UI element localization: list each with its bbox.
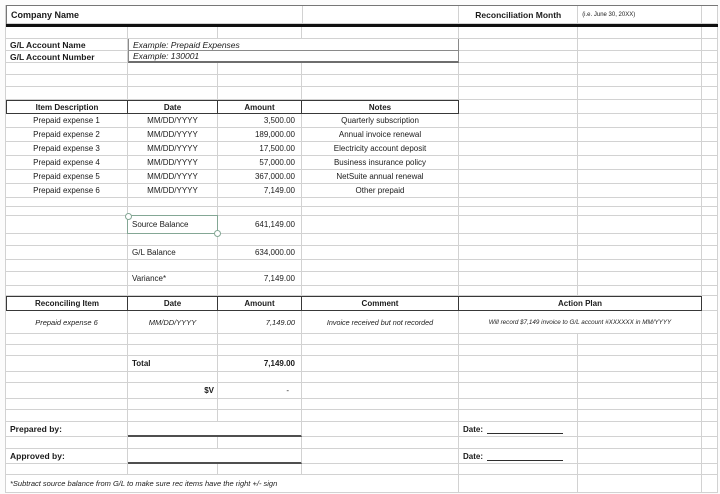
recon-comment-cell[interactable]: Invoice received but not recorded <box>302 311 459 334</box>
item-date-cell[interactable]: MM/DD/YYYY <box>128 156 218 170</box>
items-header-date: Date <box>128 100 218 114</box>
grid-cell <box>218 207 302 216</box>
grid-cell <box>459 207 578 216</box>
grid-cell <box>578 156 702 170</box>
grid-cell <box>702 475 718 493</box>
grid-row <box>6 260 718 272</box>
grid-cell <box>459 170 578 184</box>
grid-cell <box>302 246 459 260</box>
grid-cell <box>218 372 302 383</box>
grid-cell <box>702 27 718 39</box>
grid-cell <box>702 383 718 399</box>
grid-cell <box>459 216 578 234</box>
grid-cell <box>6 87 128 100</box>
grid-cell <box>459 246 578 260</box>
items-header-notes: Notes <box>302 100 459 114</box>
total-value[interactable]: 7,149.00 <box>218 356 302 372</box>
check-value[interactable]: - <box>218 383 302 399</box>
grid-cell <box>128 27 218 39</box>
approved-by-signature-line[interactable] <box>128 449 302 464</box>
grid-cell <box>578 422 702 437</box>
grid-cell <box>459 437 578 449</box>
grid-row <box>6 207 718 216</box>
grid-cell <box>302 87 459 100</box>
recon-amount-cell[interactable]: 7,149.00 <box>218 311 302 334</box>
grid-cell <box>459 272 578 286</box>
grid-cell <box>218 437 302 449</box>
grid-cell <box>702 51 718 63</box>
grid-cell <box>578 449 702 464</box>
item-date-cell[interactable]: MM/DD/YYYY <box>128 170 218 184</box>
grid-cell <box>578 216 702 234</box>
grid-cell <box>302 286 459 296</box>
grid-cell <box>302 410 459 422</box>
items-table-header-row <box>6 100 718 114</box>
grid-cell <box>302 63 459 75</box>
grid-cell <box>702 128 718 142</box>
grid-cell <box>459 100 578 114</box>
grid-cell <box>702 114 718 128</box>
item-notes-cell[interactable]: Electricity account deposit <box>302 142 459 156</box>
grid-cell <box>459 75 578 87</box>
grid-cell <box>128 234 218 246</box>
grid-cell <box>6 345 128 356</box>
grid-cell <box>702 39 718 51</box>
grid-cell <box>302 356 459 372</box>
grid-cell <box>578 272 702 286</box>
gl-account-name-row <box>6 39 718 51</box>
footnote-row <box>6 475 718 493</box>
grid-cell <box>6 464 128 475</box>
item-date-cell[interactable]: MM/DD/YYYY <box>128 184 218 198</box>
grid-cell <box>702 372 718 383</box>
grid-cell <box>302 383 459 399</box>
item-notes-cell[interactable]: Quarterly subscription <box>302 114 459 128</box>
grid-cell <box>459 260 578 272</box>
grid-row <box>6 334 718 345</box>
recon-month-value-cell[interactable]: (i.e. June 30, 20XX) <box>578 6 702 24</box>
item-date-cell[interactable]: MM/DD/YYYY <box>128 114 218 128</box>
grid-cell <box>459 184 578 198</box>
item-notes-cell[interactable]: Annual invoice renewal <box>302 128 459 142</box>
gl-account-name-label: G/L Account Name <box>6 39 128 51</box>
item-description-cell[interactable]: Prepaid expense 1 <box>6 114 128 128</box>
grid-cell <box>702 87 718 100</box>
grid-row <box>6 234 718 246</box>
grid-cell <box>578 399 702 410</box>
item-amount-cell[interactable]: 367,000.00 <box>218 170 302 184</box>
grid-cell <box>302 27 459 39</box>
grid-cell <box>128 286 218 296</box>
grid-cell <box>302 464 459 475</box>
grid-cell <box>459 114 578 128</box>
grid-cell <box>302 198 459 207</box>
approved-by-row <box>6 449 718 464</box>
total-label: Total <box>128 356 218 372</box>
grid-cell <box>578 100 702 114</box>
source-balance-value[interactable]: 641,149.00 <box>218 216 302 234</box>
item-amount-cell[interactable]: 3,500.00 <box>218 114 302 128</box>
grid-cell <box>459 198 578 207</box>
gl-balance-row <box>6 246 718 260</box>
variance-label: Variance* <box>128 272 218 286</box>
recon-header-comment: Comment <box>302 296 459 311</box>
grid-cell <box>702 75 718 87</box>
grid-cell <box>6 234 128 246</box>
approved-by-label: Approved by: <box>6 449 128 464</box>
item-description-cell[interactable]: Prepaid expense 3 <box>6 142 128 156</box>
source-balance-row <box>6 216 718 234</box>
item-row <box>6 128 718 142</box>
grid-cell <box>459 383 578 399</box>
grid-cell <box>459 345 578 356</box>
grid-cell <box>578 128 702 142</box>
grid-cell <box>578 207 702 216</box>
recon-header-date: Date <box>128 296 218 311</box>
gl-balance-value[interactable]: 634,000.00 <box>218 246 302 260</box>
grid-cell <box>128 198 218 207</box>
item-amount-cell[interactable]: 17,500.00 <box>218 142 302 156</box>
grid-cell <box>578 383 702 399</box>
company-name-cell[interactable]: Company Name <box>7 6 303 24</box>
grid-cell <box>459 334 578 345</box>
grid-cell <box>578 356 702 372</box>
gl-account-number-value[interactable]: Example: 130001 <box>128 51 459 63</box>
grid-cell <box>459 27 578 39</box>
grid-cell <box>459 128 578 142</box>
grid-cell <box>459 51 578 63</box>
recon-month-label: Reconciliation Month <box>459 6 578 24</box>
grid-cell <box>459 63 578 75</box>
gl-account-name-value[interactable]: Example: Prepaid Expenses <box>128 39 459 51</box>
variance-check-row <box>6 383 718 399</box>
grid-cell <box>218 87 302 100</box>
grid-cell <box>302 449 459 464</box>
item-date-cell[interactable]: MM/DD/YYYY <box>128 128 218 142</box>
variance-row <box>6 272 718 286</box>
grid-cell <box>6 272 128 286</box>
grid-cell <box>459 234 578 246</box>
grid-cell <box>302 334 459 345</box>
grid-cell <box>6 246 128 260</box>
grid-cell <box>459 286 578 296</box>
item-notes-cell[interactable]: Business insurance policy <box>302 156 459 170</box>
grid-cell <box>302 234 459 246</box>
grid-cell <box>128 372 218 383</box>
grid-cell <box>459 464 578 475</box>
grid-cell <box>702 464 718 475</box>
gl-balance-label: G/L Balance <box>128 246 218 260</box>
grid-cell <box>218 63 302 75</box>
grid-cell <box>218 27 302 39</box>
grid-cell <box>302 422 459 437</box>
prepared-by-label: Prepared by: <box>6 422 128 437</box>
grid-cell <box>578 246 702 260</box>
grid-cell <box>302 260 459 272</box>
source-balance-cell[interactable] <box>128 216 218 234</box>
grid-cell <box>578 27 702 39</box>
item-notes-cell[interactable]: Other prepaid <box>302 184 459 198</box>
grid-row <box>6 399 718 410</box>
recon-item-cell[interactable]: Prepaid expense 6 <box>6 311 128 334</box>
item-notes-cell[interactable]: NetSuite annual renewal <box>302 170 459 184</box>
item-amount-cell[interactable]: 57,000.00 <box>218 156 302 170</box>
item-row <box>6 184 718 198</box>
grid-cell <box>702 334 718 345</box>
grid-cell <box>303 6 460 24</box>
grid-cell <box>128 75 218 87</box>
grid-cell <box>6 399 128 410</box>
item-amount-cell[interactable]: 7,149.00 <box>218 184 302 198</box>
date-entry-line[interactable] <box>487 451 563 461</box>
reconciliation-sheet <box>5 5 718 493</box>
item-row <box>6 114 718 128</box>
prepared-by-signature-line[interactable] <box>128 422 302 437</box>
grid-cell <box>702 100 718 114</box>
grid-cell <box>578 260 702 272</box>
grid-cell <box>459 410 578 422</box>
grid-row <box>6 198 718 207</box>
grid-cell <box>578 475 702 493</box>
item-description-cell[interactable]: Prepaid expense 4 <box>6 156 128 170</box>
grid-cell <box>459 87 578 100</box>
grid-cell <box>702 410 718 422</box>
grid-cell <box>218 410 302 422</box>
grid-cell <box>302 75 459 87</box>
grid-row <box>6 372 718 383</box>
grid-cell <box>6 216 128 234</box>
grid-cell <box>702 260 718 272</box>
grid-cell <box>218 198 302 207</box>
grid-cell <box>702 63 718 75</box>
date-label: Date: <box>463 424 484 434</box>
gl-account-number-label: G/L Account Number <box>6 51 128 63</box>
grid-cell <box>578 437 702 449</box>
approved-date-cell[interactable] <box>459 449 578 464</box>
grid-cell <box>6 410 128 422</box>
grid-cell <box>128 410 218 422</box>
grid-cell <box>578 87 702 100</box>
grid-cell <box>578 345 702 356</box>
recon-table-header-row <box>6 296 718 311</box>
grid-cell <box>702 142 718 156</box>
grid-cell <box>702 6 718 24</box>
grid-cell <box>128 437 218 449</box>
grid-cell <box>702 296 718 311</box>
grid-cell <box>218 399 302 410</box>
grid-cell <box>6 198 128 207</box>
grid-cell <box>578 198 702 207</box>
grid-cell <box>6 383 128 399</box>
grid-cell <box>6 27 128 39</box>
grid-cell <box>578 334 702 345</box>
grid-row <box>6 286 718 296</box>
grid-cell <box>128 345 218 356</box>
grid-cell <box>6 356 128 372</box>
grid-row <box>6 27 718 39</box>
grid-cell <box>459 475 578 493</box>
grid-cell <box>578 184 702 198</box>
item-description-cell[interactable]: Prepaid expense 5 <box>6 170 128 184</box>
grid-cell <box>128 399 218 410</box>
grid-cell <box>578 410 702 422</box>
grid-cell <box>702 234 718 246</box>
grid-cell <box>459 142 578 156</box>
grid-cell <box>578 51 702 63</box>
grid-cell <box>702 216 718 234</box>
grid-cell <box>302 207 459 216</box>
footnote-text: *Subtract source balance from G/L to make sure rec items have the right +/- sign <box>6 475 459 493</box>
grid-cell <box>578 286 702 296</box>
grid-cell <box>218 260 302 272</box>
grid-cell <box>218 234 302 246</box>
source-balance-label: Source Balance <box>132 220 189 229</box>
grid-cell <box>459 39 578 51</box>
grid-row <box>6 437 718 449</box>
grid-cell <box>6 437 128 449</box>
grid-cell <box>218 286 302 296</box>
grid-cell <box>578 464 702 475</box>
grid-cell <box>459 372 578 383</box>
grid-row <box>6 75 718 87</box>
grid-cell <box>302 272 459 286</box>
grid-cell <box>6 63 128 75</box>
prepared-by-row <box>6 422 718 437</box>
grid-row <box>6 410 718 422</box>
grid-cell <box>702 246 718 260</box>
grid-cell <box>578 142 702 156</box>
recon-header-amount: Amount <box>218 296 302 311</box>
grid-cell <box>6 75 128 87</box>
grid-cell <box>702 399 718 410</box>
grid-cell <box>128 464 218 475</box>
grid-cell <box>6 260 128 272</box>
check-label: $V <box>128 383 218 399</box>
grid-cell <box>128 63 218 75</box>
grid-cell <box>578 114 702 128</box>
item-description-cell[interactable]: Prepaid expense 2 <box>6 128 128 142</box>
grid-cell <box>218 334 302 345</box>
recon-date-cell[interactable]: MM/DD/YYYY <box>128 311 218 334</box>
date-label: Date: <box>463 451 484 461</box>
grid-cell <box>578 234 702 246</box>
grid-cell <box>128 207 218 216</box>
item-row <box>6 170 718 184</box>
grid-cell <box>459 156 578 170</box>
grid-cell <box>218 345 302 356</box>
grid-row <box>6 63 718 75</box>
recon-item-row <box>6 311 718 334</box>
grid-cell <box>578 170 702 184</box>
recon-header-action-plan: Action Plan <box>459 296 702 311</box>
grid-cell <box>6 334 128 345</box>
grid-cell <box>302 437 459 449</box>
variance-value[interactable]: 7,149.00 <box>218 272 302 286</box>
grid-cell <box>702 170 718 184</box>
grid-cell <box>128 334 218 345</box>
grid-cell <box>578 63 702 75</box>
grid-cell <box>702 437 718 449</box>
grid-row <box>6 464 718 475</box>
grid-cell <box>702 356 718 372</box>
grid-cell <box>578 372 702 383</box>
grid-cell <box>702 345 718 356</box>
recon-action-plan-cell[interactable]: Will record $7,149 invoice to G/L account #XXXXXX in MM/YYYY <box>459 311 702 334</box>
item-amount-cell[interactable]: 189,000.00 <box>218 128 302 142</box>
grid-cell <box>702 198 718 207</box>
grid-cell <box>702 449 718 464</box>
grid-cell <box>459 399 578 410</box>
grid-row <box>6 345 718 356</box>
item-description-cell[interactable]: Prepaid expense 6 <box>6 184 128 198</box>
prepared-date-cell[interactable] <box>459 422 578 437</box>
grid-cell <box>302 399 459 410</box>
grid-cell <box>302 216 459 234</box>
grid-cell <box>302 372 459 383</box>
recon-header-item: Reconciling Item <box>6 296 128 311</box>
grid-cell <box>218 464 302 475</box>
gl-account-number-row <box>6 51 718 63</box>
grid-cell <box>218 75 302 87</box>
grid-cell <box>128 260 218 272</box>
grid-cell <box>302 345 459 356</box>
grid-cell <box>702 184 718 198</box>
title-row <box>6 5 718 24</box>
grid-cell <box>702 286 718 296</box>
items-header-description: Item Description <box>6 100 128 114</box>
grid-cell <box>6 372 128 383</box>
grid-cell <box>702 207 718 216</box>
grid-cell <box>6 286 128 296</box>
grid-cell <box>459 356 578 372</box>
grid-row <box>6 87 718 100</box>
grid-cell <box>702 311 718 334</box>
grid-cell <box>6 207 128 216</box>
item-row <box>6 156 718 170</box>
grid-cell <box>702 422 718 437</box>
grid-cell <box>578 39 702 51</box>
grid-cell <box>128 87 218 100</box>
item-row <box>6 142 718 156</box>
grid-cell <box>702 156 718 170</box>
grid-cell <box>702 272 718 286</box>
date-entry-line[interactable] <box>487 424 563 434</box>
grid-cell <box>578 75 702 87</box>
item-date-cell[interactable]: MM/DD/YYYY <box>128 142 218 156</box>
items-header-amount: Amount <box>218 100 302 114</box>
recon-total-row <box>6 356 718 372</box>
